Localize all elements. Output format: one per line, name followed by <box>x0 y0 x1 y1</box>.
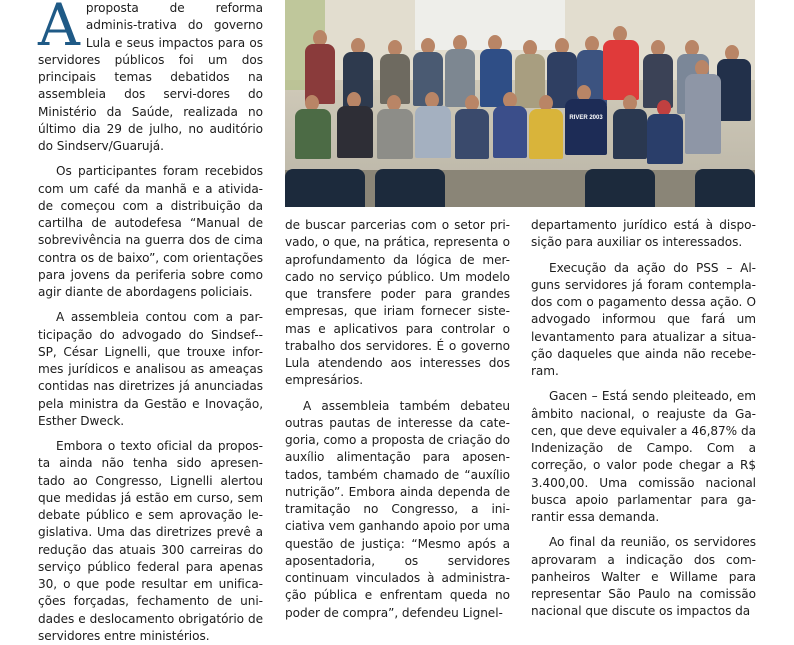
article-paragraph: Gacen – Está sendo pleiteado, em âmbito nacional, o reajuste da Ga-cen, que deve equivaler a 46,87% da Indenização de Campo. Com a correção, o valor pode chegar a R$ 3.400,00. Uma comissão nacional busca apoio parlamentar para ga-rantir essa demanda. <box>531 389 756 524</box>
drop-cap: A <box>38 0 80 59</box>
article-paragraph: de buscar parcerias com o setor pri-vado, o que, na prática, representa o aprofundamento da lógica de mer-cado no serviço público. Um modelo que transfere poder para grandes empresas, que iriam fornecer siste-mas e aplicativos para controlar o trabalho dos servidores. É o governo Lula atendendo aos interesses dos empresários. <box>285 218 510 388</box>
article-paragraph: Embora o texto oficial da propos-ta ainda não tenha sido apresen-tado ao Congresso, Lignelli alertou que medidas já estão em curso, sem debate público e sem aprovação le-gislativa. Uma das diretrizes prevê a redução das atuais 300 carreiras do serviço público federal para apenas 30, o que pode resultar em unifica-ções forçadas, fechamento de uni-dades e deslocamento obrigatório de servidores entre ministérios. <box>38 439 263 643</box>
article-paragraph: Execução da ação do PSS – Al-guns servidores já foram contempla-dos com o pagamento dessa ação. O advogado informou que fará um levantamento para atualizar a situa-ção daqueles que ainda não recebe-ram. <box>531 260 756 378</box>
article-column-1 <box>38 0 263 645</box>
article-paragraph: departamento jurídico está à dispo-sição para auxiliar os interessados. <box>531 218 756 250</box>
article-column-3 <box>531 217 756 621</box>
article-paragraph: A assembleia também debateu outras pautas de interesse da cate-goria, como a proposta de criação do auxílio alimentação para aposen-tados, também chamado de “auxílio nutrição”. Embora ainda dependa de tramitação no Congresso, a ini-ciativa vem ganhando apoio por uma questão de justiça: “Mesmo após a aposentadoria, os servidores continuam vinculados à administra-ção pública e enfrentam queda no poder de compra”, defendeu Lignel- <box>285 398 510 620</box>
article-paragraph: A assembleia contou com a par-ticipação do advogado do Sindsef--SP, César Lignelli, que trouxe infor-mes jurídicos e analisou as ameaças contidas nas diretrizes já anunciadas pela ministra da Gestão e Inovação, Esther Dweck. <box>38 310 263 428</box>
group-photo <box>285 0 755 207</box>
article-paragraph: Aproposta de reforma adminis-trativa do governo Lula e seus impactos para os servidores públicos foi um dos principais temas debatidos na assembleia dos servi-dores do Ministério da Saúde, realizada no último dia 29 de julho, no auditório do Sindserv/Guarujá. <box>38 0 263 153</box>
jersey-text: RIVER 2003 <box>569 115 603 121</box>
article-paragraph: Ao final da reunião, os servidores aprovaram a indicação dos com-panheiros Walter e Willame para representar São Paulo na comissão nacional que discute os impactos da <box>531 535 756 619</box>
article-paragraph: Os participantes foram recebidos com um café da manhã e a ativida-de começou com a distribuição da cartilha de autodefesa “Manual de sobrevivência na guerra dos de cima contra os de baixo”, com orientações para jovens da periferia sobre como agir diante de abordagens policiais. <box>38 164 263 299</box>
article-column-2 <box>285 217 510 622</box>
